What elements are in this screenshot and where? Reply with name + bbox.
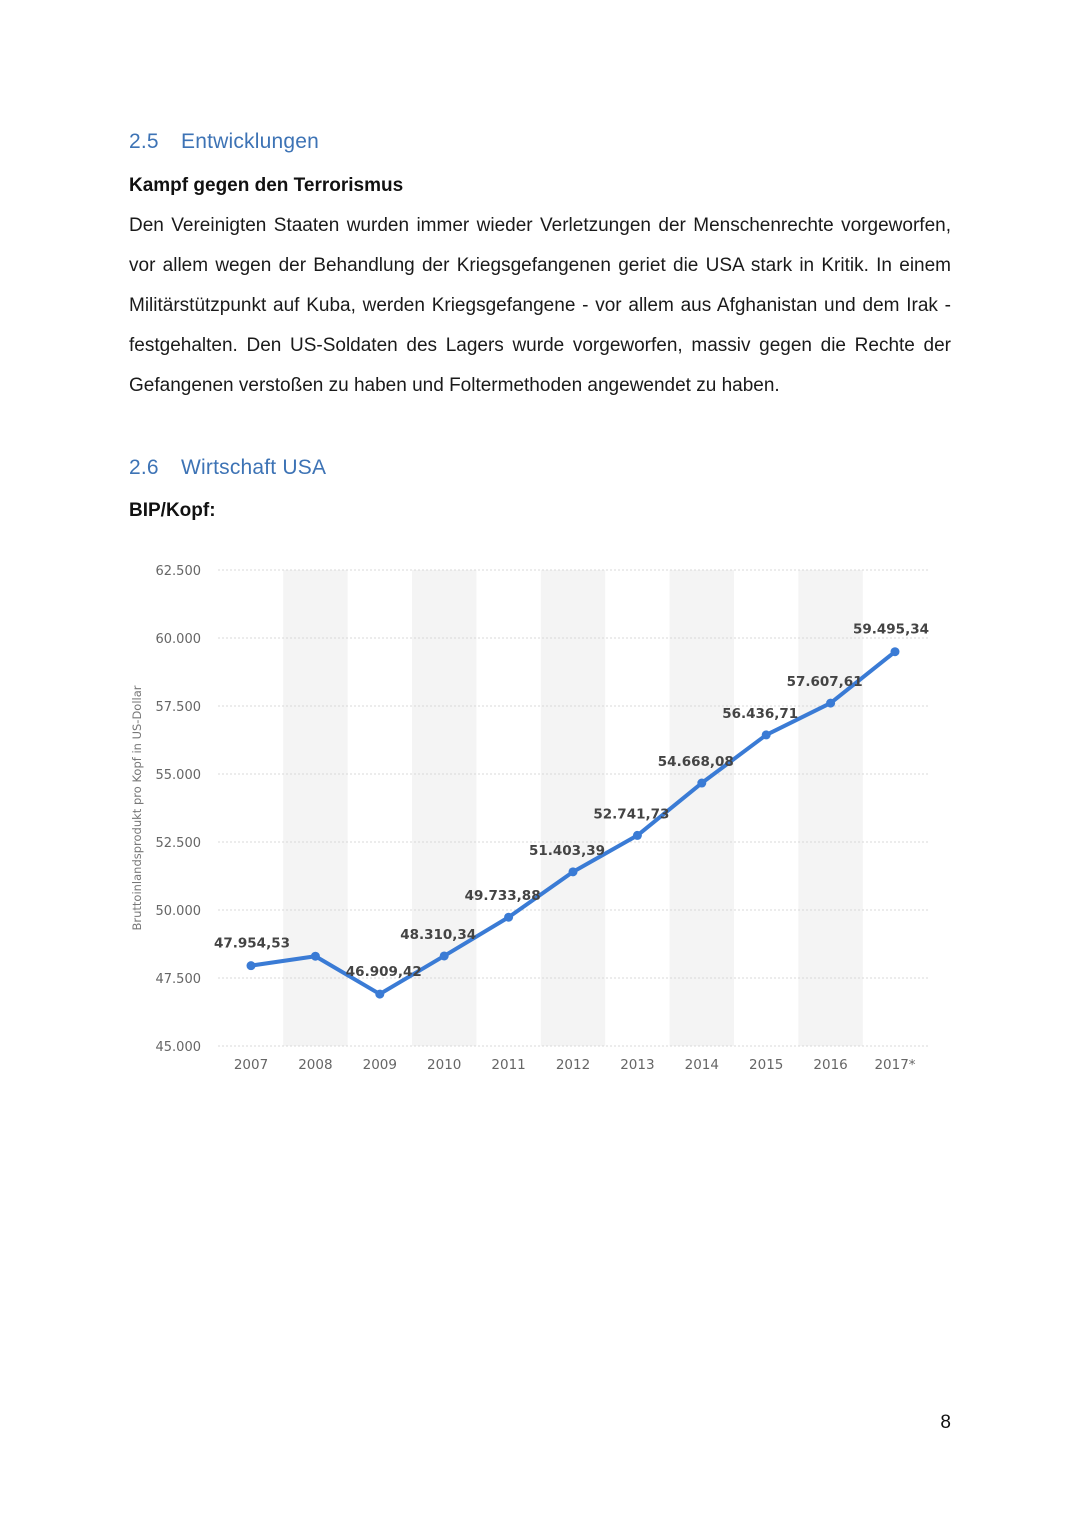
y-tick-label: 52.500 bbox=[155, 836, 201, 851]
data-point bbox=[891, 647, 900, 656]
y-tick-label: 57.500 bbox=[155, 700, 201, 715]
column-shading bbox=[798, 570, 862, 1046]
x-tick-label: 2007 bbox=[233, 1057, 269, 1073]
subheading-gdp: BIP/Kopf: bbox=[129, 500, 216, 521]
y-axis-label: Bruttoinlandsprodukt pro Kopf in US-Dollar bbox=[130, 685, 144, 931]
x-tick-label: 2016 bbox=[813, 1057, 848, 1073]
data-point bbox=[440, 951, 449, 960]
data-label: 51.403,39 bbox=[528, 842, 606, 859]
y-tick-label: 62.500 bbox=[155, 564, 201, 579]
x-tick-label: 2010 bbox=[427, 1057, 462, 1073]
data-point bbox=[697, 779, 706, 788]
data-point bbox=[504, 913, 513, 922]
x-tick-label: 2009 bbox=[362, 1057, 397, 1073]
data-label: 52.741,73 bbox=[593, 806, 670, 823]
x-tick-label: 2012 bbox=[555, 1057, 591, 1073]
page-number: 8 bbox=[940, 1412, 951, 1433]
data-point bbox=[569, 867, 578, 876]
section-number: 2.5 bbox=[129, 130, 159, 153]
y-tick-label: 45.000 bbox=[155, 1040, 201, 1055]
column-shading bbox=[670, 570, 734, 1046]
paragraph-terrorism: Den Vereinigten Staaten wurden immer wieder Verletzungen der Menschenrechte vorgeworfen, vor allem wegen der Behandlung der Kriegsgefangenen geriet die USA stark in Kritik. In einem Militärstützpunkt auf Kuba, werden Kriegsgefangene - vor allem aus Afghanistan und dem Irak - festgehalten. Den US-Soldaten des Lagers wurde vorgeworfen, massiv gegen die Rechte der Gefangenen verstoßen zu haben und Foltermethoden angewendet zu haben. bbox=[129, 215, 951, 396]
x-tick-label: 2017* bbox=[874, 1057, 916, 1073]
data-point bbox=[247, 961, 256, 970]
y-tick-label: 55.000 bbox=[155, 768, 201, 783]
section-title: Wirtschaft USA bbox=[181, 456, 327, 479]
data-label: 56.436,71 bbox=[722, 705, 799, 722]
x-tick-label: 2015 bbox=[749, 1057, 784, 1073]
section-title: Entwicklungen bbox=[181, 130, 320, 153]
subheading-terrorism: Kampf gegen den Terrorismus bbox=[129, 175, 404, 196]
data-label: 54.668,08 bbox=[657, 754, 734, 771]
data-point bbox=[633, 831, 642, 840]
x-tick-label: 2008 bbox=[298, 1057, 333, 1073]
x-tick-label: 2014 bbox=[684, 1057, 719, 1073]
x-tick-label: 2011 bbox=[491, 1057, 526, 1073]
y-tick-label: 60.000 bbox=[155, 632, 201, 647]
section-heading-2-5 bbox=[129, 130, 319, 154]
data-label: 57.607,61 bbox=[786, 674, 863, 691]
data-point bbox=[762, 730, 771, 739]
y-tick-label: 47.500 bbox=[155, 972, 201, 987]
section-heading-2-6 bbox=[129, 456, 326, 480]
x-tick-label: 2013 bbox=[620, 1057, 655, 1073]
data-point bbox=[826, 699, 835, 708]
data-point bbox=[311, 952, 320, 961]
gdp-per-capita-line-chart bbox=[120, 550, 940, 1090]
section-number: 2.6 bbox=[129, 456, 159, 479]
data-label: 46.909,42 bbox=[345, 964, 422, 981]
data-label: 48.310,34 bbox=[400, 926, 477, 943]
data-label: 49.733,88 bbox=[464, 888, 541, 905]
data-label: 47.954,53 bbox=[213, 935, 291, 952]
data-label: 59.495,34 bbox=[852, 621, 930, 638]
y-tick-label: 50.000 bbox=[155, 904, 201, 919]
column-shading bbox=[283, 570, 347, 1046]
data-point bbox=[375, 990, 384, 999]
